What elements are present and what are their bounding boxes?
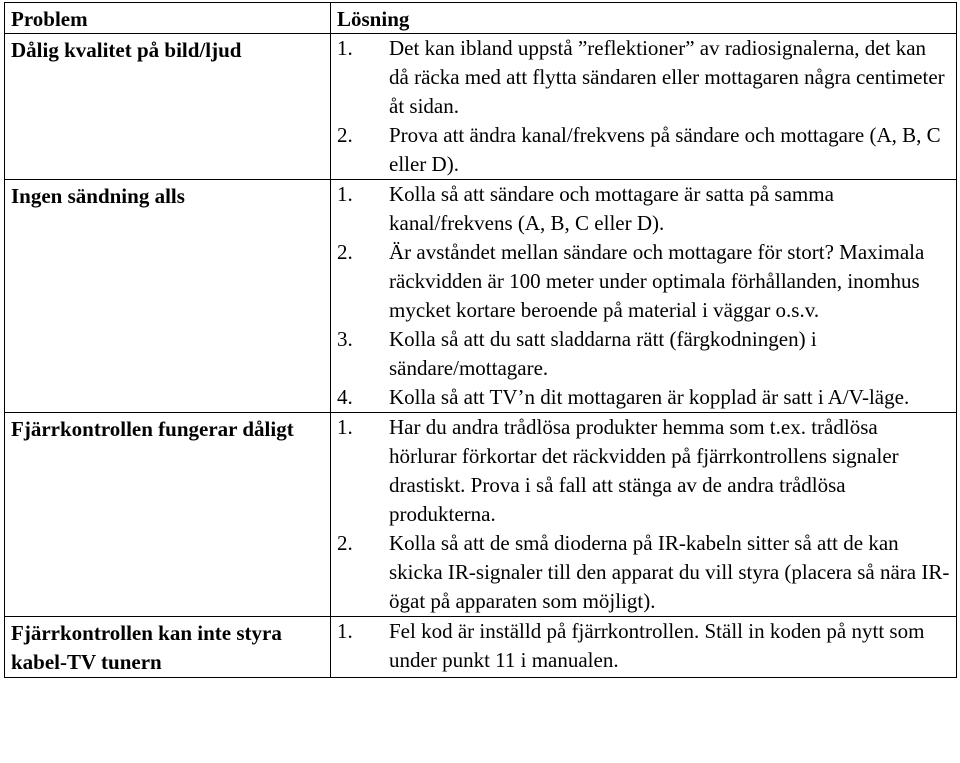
step-text: Har du andra trådlösa produkter hemma som t.ex. trådlösa hörlurar förkortar det räckvidden på fjärrkontrollens signaler drastiskt. Prova i så fall att stänga av de andra trådlösa produkterna. — [389, 415, 899, 526]
table-row — [5, 413, 957, 617]
solution-cell — [331, 180, 957, 413]
problem-cell: Ingen sändning alls — [5, 180, 331, 413]
table-header-row — [5, 3, 957, 34]
list-item — [337, 121, 950, 179]
solution-cell — [331, 617, 957, 678]
step-number: 2. — [337, 240, 353, 264]
step-number: 3. — [337, 327, 353, 351]
table-row — [5, 617, 957, 678]
step-text: Kolla så att de små dioderna på IR-kabeln sitter så att de kan skicka IR-signaler till den apparat du vill styra (placera så nära IR-ögat på apparaten som möjligt). — [389, 531, 950, 613]
list-item — [337, 529, 950, 616]
step-number: 1. — [337, 415, 353, 439]
solution-list — [331, 413, 956, 616]
step-number: 1. — [337, 182, 353, 206]
step-number: 2. — [337, 531, 353, 555]
problem-cell: Fjärrkontrollen fungerar dåligt — [5, 413, 331, 617]
column-header-problem: Problem — [5, 3, 331, 34]
step-text: Kolla så att du satt sladdarna rätt (färgkodningen) i sändare/mottagare. — [389, 327, 817, 380]
problem-cell: Dålig kvalitet på bild/ljud — [5, 34, 331, 180]
list-item — [337, 617, 950, 675]
troubleshooting-table — [4, 2, 957, 678]
table-row — [5, 34, 957, 180]
list-item — [337, 34, 950, 121]
list-item — [337, 238, 950, 325]
column-header-solution: Lösning — [331, 3, 957, 34]
step-number: 4. — [337, 385, 353, 409]
step-text: Det kan ibland uppstå ”reflektioner” av radiosignalerna, det kan då räcka med att flytta sändaren eller mottagaren några centimeter åt sidan. — [389, 36, 945, 118]
list-item — [337, 325, 950, 383]
step-text: Är avståndet mellan sändare och mottagare för stort? Maximala räckvidden är 100 meter under optimala förhållanden, inomhus mycket kortare beroende på material i väggar o.s.v. — [389, 240, 925, 322]
solution-list — [331, 180, 956, 412]
list-item — [337, 413, 950, 529]
solution-list — [331, 34, 956, 179]
step-number: 1. — [337, 619, 353, 643]
solution-cell — [331, 413, 957, 617]
step-text: Prova att ändra kanal/frekvens på sändare och mottagare (A, B, C eller D). — [389, 123, 941, 176]
step-number: 1. — [337, 36, 353, 60]
solution-cell — [331, 34, 957, 180]
list-item — [337, 180, 950, 238]
list-item — [337, 383, 950, 412]
step-text: Kolla så att TV’n dit mottagaren är kopplad är satt i A/V-läge. — [389, 385, 910, 409]
step-number: 2. — [337, 123, 353, 147]
solution-list — [331, 617, 956, 675]
step-text: Kolla så att sändare och mottagare är satta på samma kanal/frekvens (A, B, C eller D). — [389, 182, 834, 235]
problem-cell: Fjärrkontrollen kan inte styra kabel-TV tunern — [5, 617, 331, 678]
step-text: Fel kod är inställd på fjärrkontrollen. Ställ in koden på nytt som under punkt 11 i manualen. — [389, 619, 925, 672]
table-row — [5, 180, 957, 413]
